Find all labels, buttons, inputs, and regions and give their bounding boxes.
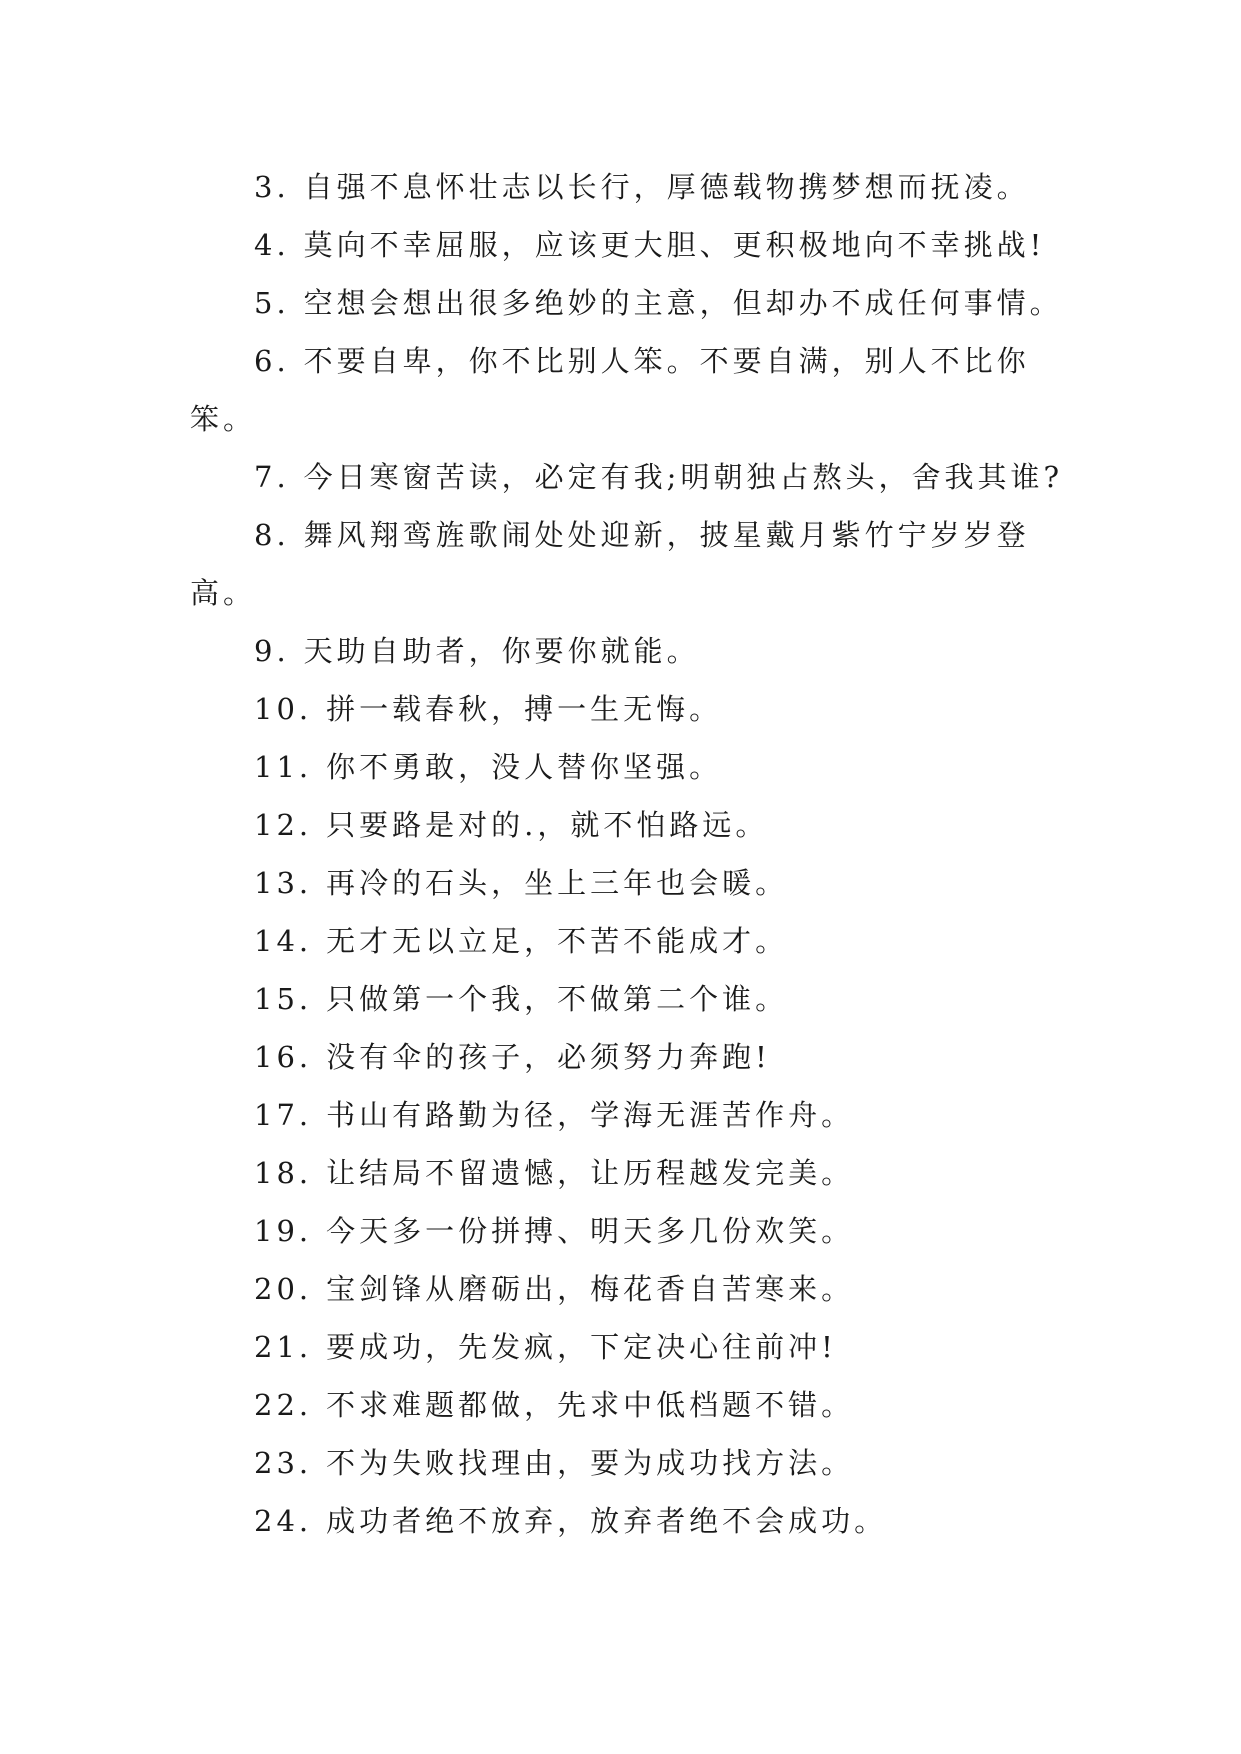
item-number: 18. bbox=[254, 1156, 313, 1190]
item-number: 23. bbox=[254, 1446, 313, 1480]
item-number: 17. bbox=[254, 1098, 313, 1132]
item-number: 5. bbox=[254, 286, 290, 320]
item-text: 只做第一个我，不做第二个谁。 bbox=[326, 982, 789, 1016]
item-number: 13. bbox=[254, 866, 313, 900]
item-number: 21. bbox=[254, 1330, 313, 1364]
list-item bbox=[190, 1086, 1070, 1144]
item-number: 24. bbox=[254, 1504, 313, 1538]
quote-list bbox=[190, 158, 1070, 1550]
list-item bbox=[190, 1144, 1070, 1202]
item-number: 12. bbox=[254, 808, 313, 842]
item-text: 今日寒窗苦读，必定有我;明朝独占熬头，舍我其谁? bbox=[303, 460, 1063, 494]
list-item bbox=[190, 1434, 1070, 1492]
item-text: 要成功，先发疯，下定决心往前冲! bbox=[326, 1330, 837, 1364]
list-item bbox=[190, 912, 1070, 970]
list-item bbox=[190, 332, 1070, 448]
list-item bbox=[190, 1376, 1070, 1434]
list-item bbox=[190, 1028, 1070, 1086]
item-number: 14. bbox=[254, 924, 313, 958]
item-text: 自强不息怀壮志以长行，厚德载物携梦想而抚凌。 bbox=[303, 170, 1030, 204]
list-item bbox=[190, 622, 1070, 680]
item-text: 无才无以立足，不苦不能成才。 bbox=[326, 924, 789, 958]
item-text: 只要路是对的.，就不怕路远。 bbox=[326, 808, 769, 842]
list-item bbox=[190, 158, 1070, 216]
item-text: 舞风翔鸾旌歌闹处处迎新，披星戴月紫竹宁岁岁登高。 bbox=[190, 518, 1030, 610]
item-number: 3. bbox=[254, 170, 290, 204]
list-item bbox=[190, 216, 1070, 274]
item-number: 6. bbox=[254, 344, 290, 378]
list-item bbox=[190, 1492, 1070, 1550]
item-number: 19. bbox=[254, 1214, 313, 1248]
item-text: 拼一载春秋，搏一生无悔。 bbox=[326, 692, 723, 726]
item-number: 10. bbox=[254, 692, 313, 726]
item-number: 11. bbox=[254, 750, 313, 784]
list-item bbox=[190, 1318, 1070, 1376]
item-text: 空想会想出很多绝妙的主意，但却办不成任何事情。 bbox=[303, 286, 1063, 320]
item-text: 天助自助者，你要你就能。 bbox=[303, 634, 700, 668]
list-item bbox=[190, 796, 1070, 854]
list-item bbox=[190, 854, 1070, 912]
item-text: 书山有路勤为径，学海无涯苦作舟。 bbox=[326, 1098, 855, 1132]
list-item bbox=[190, 738, 1070, 796]
item-text: 没有伞的孩子，必须努力奔跑! bbox=[326, 1040, 771, 1074]
item-text: 宝剑锋从磨砺出，梅花香自苦寒来。 bbox=[326, 1272, 855, 1306]
list-item bbox=[190, 448, 1070, 506]
item-text: 今天多一份拼搏、明天多几份欢笑。 bbox=[326, 1214, 855, 1248]
list-item bbox=[190, 1260, 1070, 1318]
item-text: 不要自卑，你不比别人笨。不要自满，别人不比你笨。 bbox=[190, 344, 1030, 436]
item-number: 4. bbox=[254, 228, 290, 262]
item-text: 让结局不留遗憾，让历程越发完美。 bbox=[326, 1156, 855, 1190]
item-text: 你不勇敢，没人替你坚强。 bbox=[326, 750, 723, 784]
item-number: 8. bbox=[254, 518, 290, 552]
item-text: 成功者绝不放弃，放弃者绝不会成功。 bbox=[326, 1504, 888, 1538]
list-item bbox=[190, 274, 1070, 332]
item-number: 7. bbox=[254, 460, 290, 494]
item-text: 不求难题都做，先求中低档题不错。 bbox=[326, 1388, 855, 1422]
item-text: 不为失败找理由，要为成功找方法。 bbox=[326, 1446, 855, 1480]
list-item bbox=[190, 970, 1070, 1028]
item-number: 20. bbox=[254, 1272, 313, 1306]
item-number: 16. bbox=[254, 1040, 313, 1074]
item-number: 22. bbox=[254, 1388, 313, 1422]
item-number: 9. bbox=[254, 634, 290, 668]
list-item bbox=[190, 680, 1070, 738]
list-item bbox=[190, 1202, 1070, 1260]
list-item bbox=[190, 506, 1070, 622]
item-text: 再冷的石头，坐上三年也会暖。 bbox=[326, 866, 789, 900]
item-text: 莫向不幸屈服，应该更大胆、更积极地向不幸挑战! bbox=[303, 228, 1046, 262]
item-number: 15. bbox=[254, 982, 313, 1016]
